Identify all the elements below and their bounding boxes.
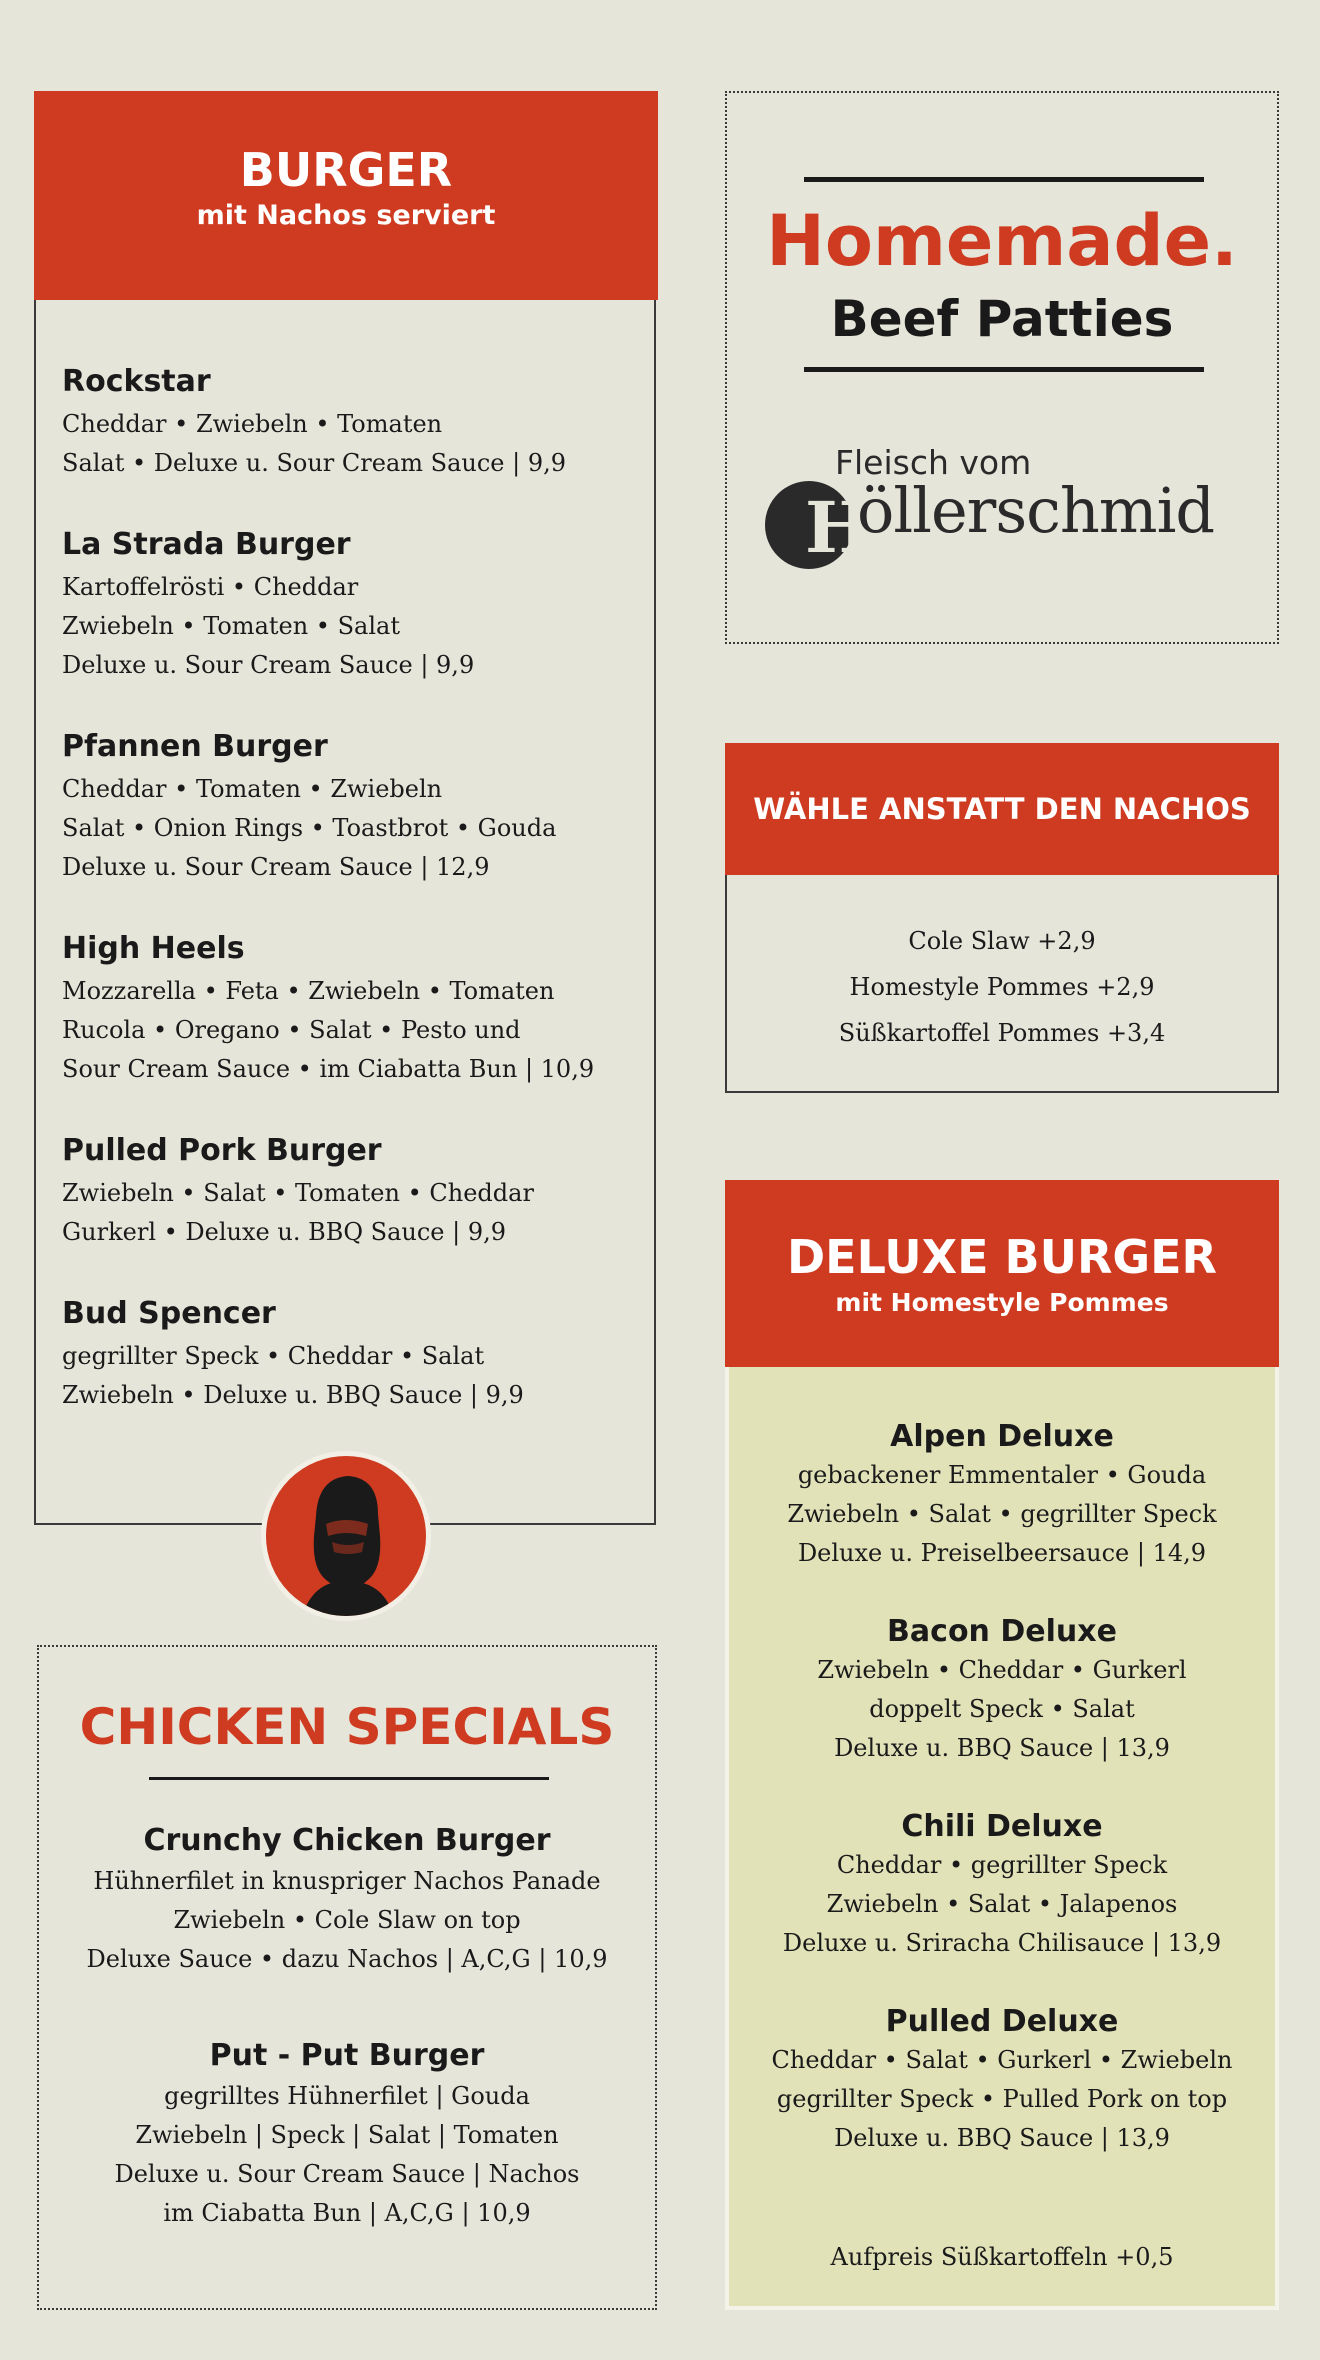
- item-description: Kartoffelrösti • Cheddar: [62, 573, 359, 601]
- item-description: Cheddar • gegrillter Speck: [836, 1851, 1168, 1879]
- item-description: Zwiebeln • Cole Slaw on top: [173, 1906, 521, 1934]
- deluxe-title: DELUXE BURGER: [787, 1230, 1217, 1284]
- homemade-subtitle: Beef Patties: [830, 290, 1174, 348]
- deluxe-list: [729, 1418, 1275, 2198]
- item-name: Pulled Pork Burger: [62, 1133, 382, 1168]
- item-description: Zwiebeln • Cheddar • Gurkerl: [817, 1656, 1187, 1684]
- menu-item: [39, 2037, 655, 2233]
- item-description: Hühnerfilet in knuspriger Nachos Panade: [93, 1867, 601, 1895]
- item-description: Deluxe Sauce • dazu Nachos | A,C,G | 10,9: [86, 1945, 608, 1973]
- item-name: Bud Spencer: [62, 1296, 276, 1331]
- item-description: Zwiebeln • Tomaten • Salat: [62, 612, 400, 640]
- item-description: Salat • Deluxe u. Sour Cream Sauce | 9,9: [62, 449, 566, 477]
- divider: [804, 177, 1204, 182]
- burger-list: [62, 363, 642, 1458]
- menu-item: [62, 728, 642, 887]
- menu-item: [729, 1808, 1275, 1963]
- swap-options: [727, 918, 1277, 1056]
- menu-item: [729, 1613, 1275, 1768]
- item-description: doppelt Speck • Salat: [869, 1695, 1135, 1723]
- item-description: Zwiebeln • Salat • gegrillter Speck: [787, 1500, 1217, 1528]
- burger-header: [34, 91, 658, 300]
- item-description: Deluxe u. Sriracha Chilisauce | 13,9: [782, 1929, 1222, 1957]
- homemade-title: Homemade.: [766, 200, 1238, 282]
- divider: [804, 367, 1204, 372]
- item-description: Deluxe u. Sour Cream Sauce | 12,9: [62, 853, 490, 881]
- logo-tagline: Fleisch vom: [835, 443, 1032, 482]
- butcher-logo: [765, 443, 1255, 569]
- deluxe-subtitle: mit Homestyle Pommes: [835, 1288, 1169, 1317]
- item-description: Cheddar • Zwiebeln • Tomaten: [62, 410, 443, 438]
- chicken-list: [39, 1822, 655, 2273]
- item-description: Rucola • Oregano • Salat • Pesto und: [62, 1016, 521, 1044]
- item-name: Pfannen Burger: [62, 729, 328, 764]
- item-name: Pulled Deluxe: [885, 2004, 1119, 2039]
- item-name: Rockstar: [62, 364, 211, 399]
- item-description: Deluxe u. Sour Cream Sauce | Nachos: [114, 2160, 580, 2188]
- item-description: Deluxe u. Sour Cream Sauce | 9,9: [62, 651, 475, 679]
- item-name: Put - Put Burger: [209, 2038, 485, 2073]
- nachos-swap-box: [725, 743, 1279, 1093]
- item-name: La Strada Burger: [62, 527, 351, 562]
- swap-option: Cole Slaw +2,9: [908, 927, 1096, 955]
- item-description: Sour Cream Sauce • im Ciabatta Bun | 10,9: [62, 1055, 595, 1083]
- portrait-illustration: [261, 1451, 431, 1621]
- item-description: Mozzarella • Feta • Zwiebeln • Tomaten: [62, 977, 555, 1005]
- menu-item: [62, 363, 642, 483]
- item-description: gebackener Emmentaler • Gouda: [797, 1461, 1207, 1489]
- item-name: Bacon Deluxe: [887, 1614, 1117, 1649]
- swap-title: WÄHLE ANSTATT DEN NACHOS: [725, 743, 1279, 875]
- menu-item: [39, 1822, 655, 1979]
- item-description: gegrillter Speck • Cheddar • Salat: [62, 1342, 485, 1370]
- logo-wordmark: öllerschmid: [857, 474, 1215, 547]
- burger-title: BURGER: [239, 143, 453, 197]
- item-description: Deluxe u. BBQ Sauce | 13,9: [834, 2124, 1170, 2152]
- item-name: Chili Deluxe: [901, 1809, 1103, 1844]
- menu-item: [62, 930, 642, 1089]
- item-description: Zwiebeln • Deluxe u. BBQ Sauce | 9,9: [62, 1381, 524, 1409]
- item-name: High Heels: [62, 931, 245, 966]
- item-description: gegrillter Speck • Pulled Pork on top: [776, 2085, 1228, 2113]
- menu-item: [62, 1295, 642, 1415]
- menu-item: [62, 526, 642, 685]
- swap-option: Homestyle Pommes +2,9: [849, 973, 1155, 1001]
- item-description: Deluxe u. BBQ Sauce | 13,9: [834, 1734, 1170, 1762]
- surcharge-note: Aufpreis Süßkartoffeln +0,5: [830, 2243, 1174, 2271]
- menu-item: [729, 2003, 1275, 2158]
- item-description: Cheddar • Tomaten • Zwiebeln: [62, 775, 443, 803]
- item-description: im Ciabatta Bun | A,C,G | 10,9: [163, 2199, 531, 2227]
- item-description: Zwiebeln • Salat • Tomaten • Cheddar: [62, 1179, 534, 1207]
- chicken-section: [37, 1645, 657, 2310]
- chicken-title: CHICKEN SPECIALS: [79, 1698, 615, 1756]
- burger-section: [34, 91, 656, 1525]
- item-name: Alpen Deluxe: [890, 1419, 1114, 1454]
- item-description: Zwiebeln | Speck | Salat | Tomaten: [135, 2121, 559, 2149]
- item-description: Gurkerl • Deluxe u. BBQ Sauce | 9,9: [62, 1218, 507, 1246]
- divider: [149, 1777, 549, 1780]
- menu-item: [62, 1132, 642, 1252]
- homemade-box: [725, 91, 1279, 644]
- item-description: Zwiebeln • Salat • Jalapenos: [826, 1890, 1178, 1918]
- item-name: Crunchy Chicken Burger: [143, 1823, 551, 1858]
- item-description: gegrilltes Hühnerfilet | Gouda: [164, 2082, 530, 2110]
- bearded-man-icon: [266, 1456, 426, 1616]
- item-description: Salat • Onion Rings • Toastbrot • Gouda: [62, 814, 557, 842]
- menu-item: [729, 1418, 1275, 1573]
- deluxe-section: [725, 1180, 1279, 2310]
- logo-letter: H: [805, 486, 872, 569]
- item-description: Cheddar • Salat • Gurkerl • Zwiebeln: [771, 2046, 1233, 2074]
- deluxe-header: [725, 1180, 1279, 1367]
- item-description: Deluxe u. Preiselbeersauce | 14,9: [797, 1539, 1207, 1567]
- swap-option: Süßkartoffel Pommes +3,4: [838, 1019, 1166, 1047]
- burger-subtitle: mit Nachos serviert: [196, 200, 496, 231]
